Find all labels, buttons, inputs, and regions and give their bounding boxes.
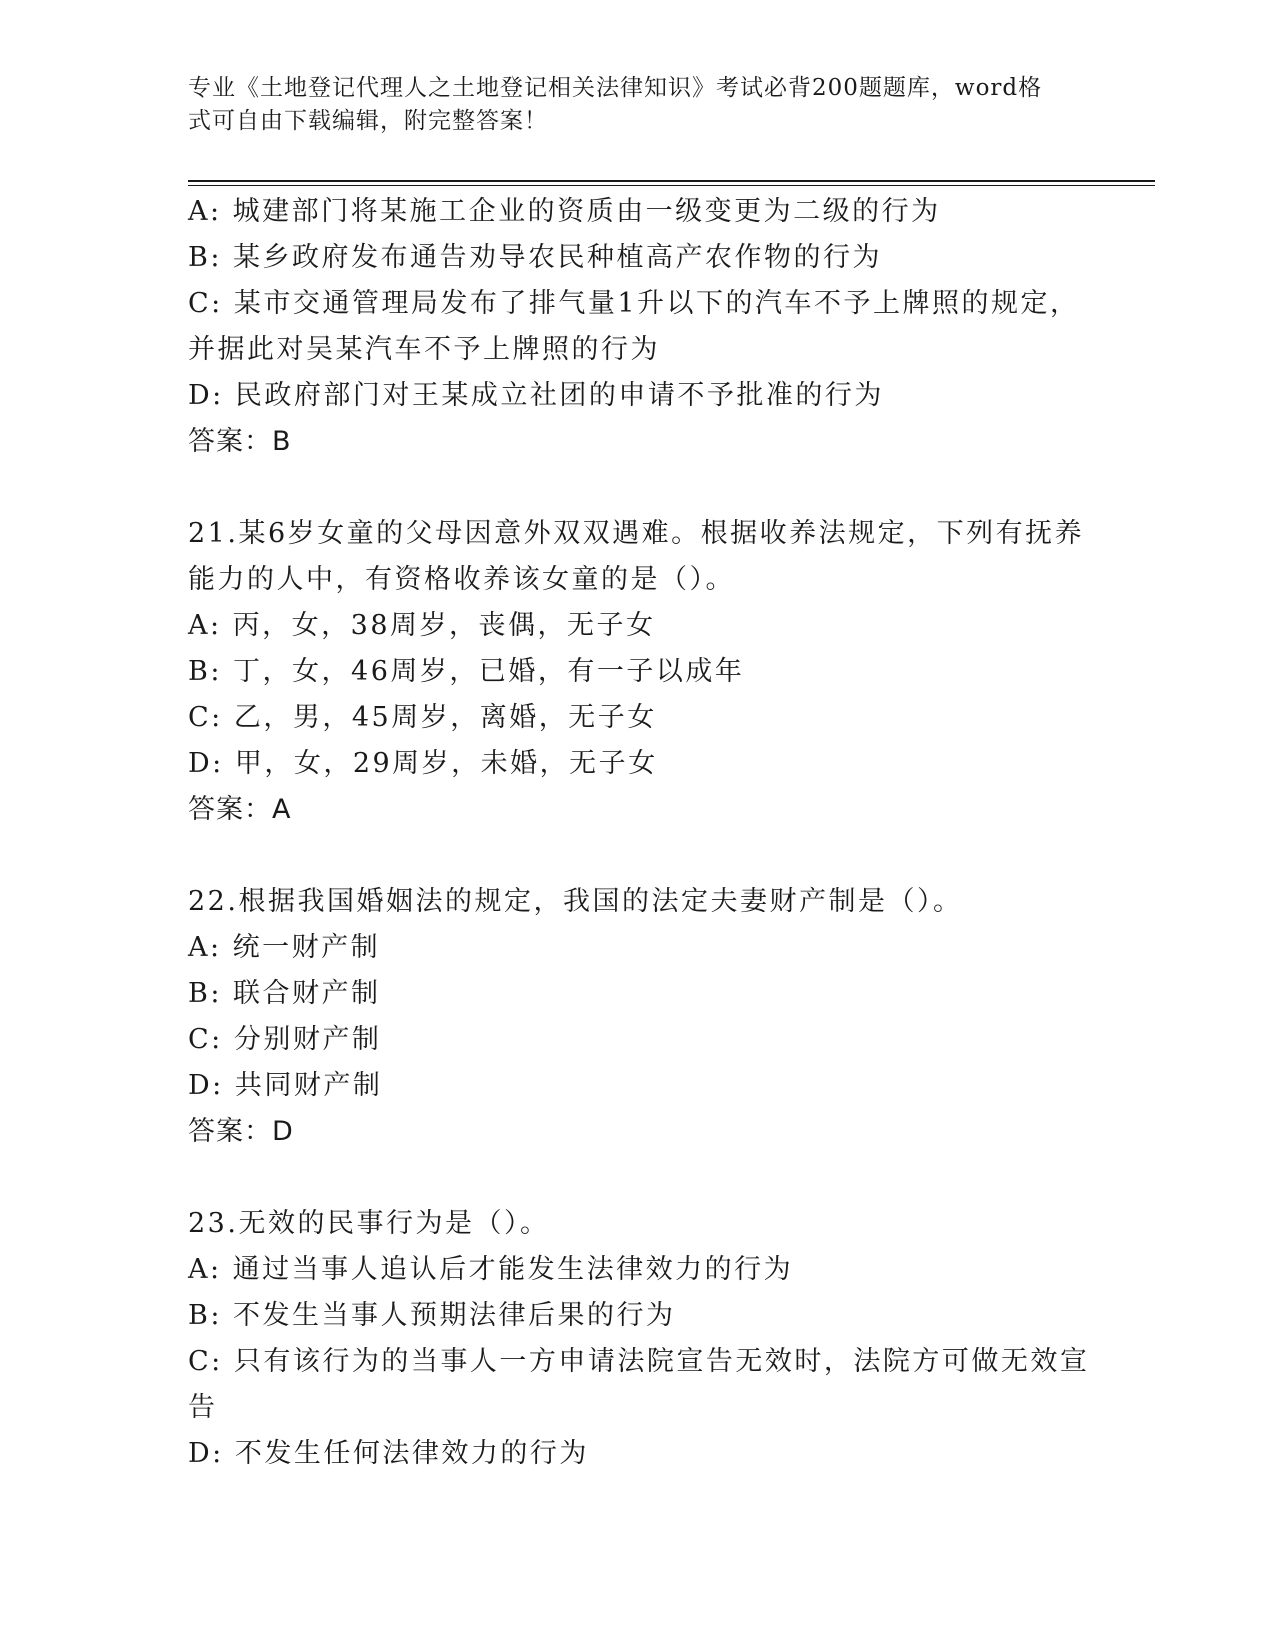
option-d: D: 甲，女，29周岁，未婚，无子女 xyxy=(188,748,658,779)
question-20-continued xyxy=(188,189,1088,465)
option-b: B: 某乡政府发布通告劝导农民种植高产农作物的行为 xyxy=(188,242,883,273)
question-22 xyxy=(188,879,1088,1155)
header-divider-thin xyxy=(188,185,1155,186)
document-header xyxy=(188,72,1088,138)
option-a: A: 丙，女，38周岁，丧偶，无子女 xyxy=(188,610,656,641)
option-c-continued: 并据此对吴某汽车不予上牌照的行为 xyxy=(188,334,660,365)
option-b: B: 联合财产制 xyxy=(188,978,381,1009)
option-c: C: 乙，男，45周岁，离婚，无子女 xyxy=(188,702,657,733)
option-c: C: 只有该行为的当事人一方申请法院宣告无效时，法院方可做无效宣 xyxy=(188,1346,1090,1377)
header-line-2: 式可自由下载编辑，附完整答案！ xyxy=(188,108,548,134)
answer-line: 答案：B xyxy=(188,426,292,457)
document-body xyxy=(188,189,1088,1477)
option-d: D: 共同财产制 xyxy=(188,1070,383,1101)
header-line-1: 专业《土地登记代理人之土地登记相关法律知识》考试必背200题题库，word格 xyxy=(188,75,1043,101)
answer-line: 答案：A xyxy=(188,794,292,825)
answer-line: 答案：D xyxy=(188,1116,294,1147)
option-c: C: 某市交通管理局发布了排气量1升以下的汽车不予上牌照的规定， xyxy=(188,288,1080,319)
option-b: B: 不发生当事人预期法律后果的行为 xyxy=(188,1300,676,1331)
option-d: D: 民政府部门对王某成立社团的申请不予批准的行为 xyxy=(188,380,884,411)
question-stem: 23.无效的民事行为是（）。 xyxy=(188,1208,550,1239)
question-stem-continued: 能力的人中，有资格收养该女童的是（）。 xyxy=(188,564,735,595)
question-stem: 21.某6岁女童的父母因意外双双遇难。根据收养法规定，下列有抚养 xyxy=(188,518,1085,549)
option-d: D: 不发生任何法律效力的行为 xyxy=(188,1438,589,1469)
option-b: B: 丁，女，46周岁，已婚，有一子以成年 xyxy=(188,656,745,687)
option-c-continued: 告 xyxy=(188,1392,218,1423)
option-a: A: 通过当事人追认后才能发生法律效力的行为 xyxy=(188,1254,794,1285)
question-21 xyxy=(188,511,1088,833)
option-a: A: 统一财产制 xyxy=(188,932,381,963)
option-a: A: 城建部门将某施工企业的资质由一级变更为二级的行为 xyxy=(188,196,941,227)
option-c: C: 分别财产制 xyxy=(188,1024,382,1055)
header-divider-thick xyxy=(188,180,1155,182)
question-23 xyxy=(188,1201,1088,1477)
question-stem: 22.根据我国婚姻法的规定，我国的法定夫妻财产制是（）。 xyxy=(188,886,963,917)
